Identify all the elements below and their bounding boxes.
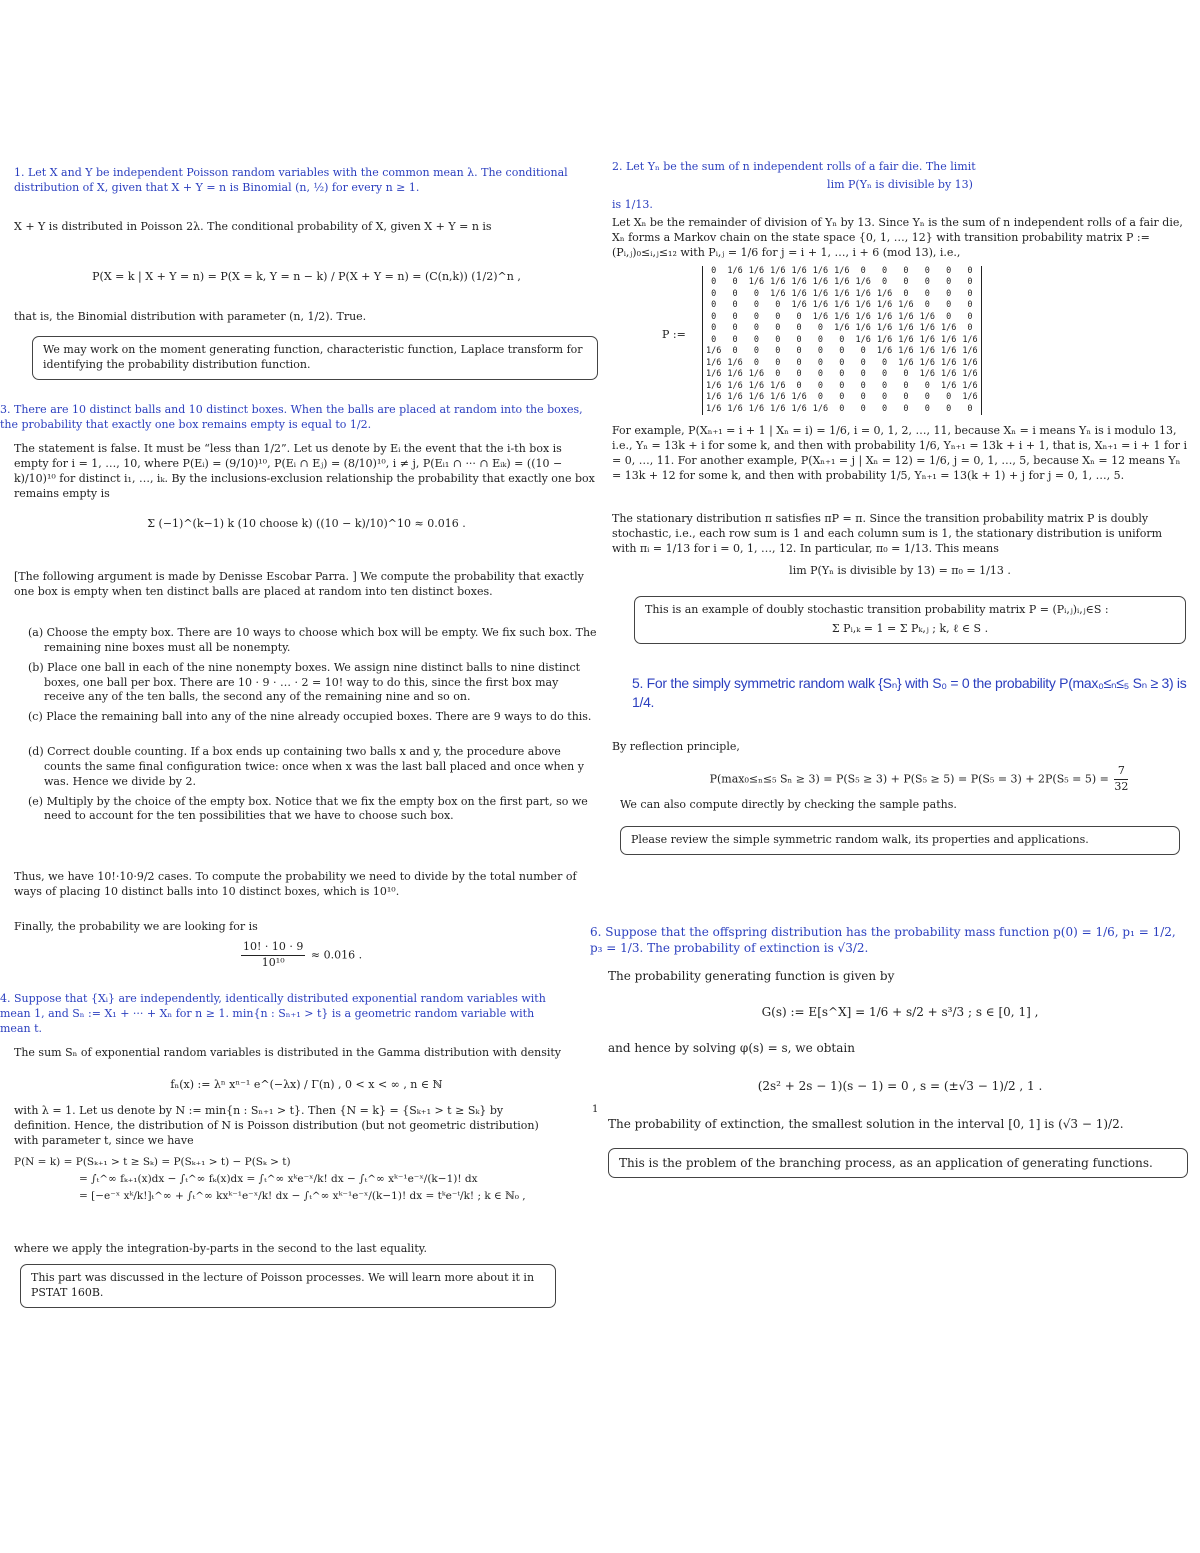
matrix-cell: 0 (860, 266, 866, 276)
step-e: (e) Multiply by the choice of the empty box. Notice that we fix the empty box on the first part, so we need to account for the ten possibilities that we have to choose such box. (28, 794, 588, 823)
matrix-cell: 1/6 (727, 266, 743, 276)
matrix-cell: 0 (860, 380, 866, 391)
problem-2-limit-result: lim P(Yₙ is divisible by 13) = π₀ = 1/13 . (789, 564, 1011, 577)
matrix-cell: 0 (946, 277, 952, 288)
matrix-cell: 0 (796, 369, 802, 380)
problem-6-para3: The probability of extinction, the smallest solution in the interval [0, 1] is (√3 − 1)/2. (608, 1117, 1124, 1131)
matrix-cell: 0 (881, 266, 888, 276)
matrix-cell: 1/6 (919, 311, 935, 322)
matrix-cell: 1/6 (940, 334, 957, 345)
matrix-cell: 1/6 (898, 346, 914, 357)
matrix-cell: 0 (924, 403, 930, 414)
matrix-cell: 0 (753, 357, 759, 368)
problem-1-note: We may work on the moment generating function, characteristic function, Laplace transform for identifying the probability distribution function. (32, 336, 598, 380)
problem-3-final (239, 940, 539, 971)
matrix-cell: 1/6 (748, 380, 765, 391)
matrix-cell: 1/6 (791, 392, 807, 403)
problem-2-para2: For example, P(Xₙ₊₁ = i + 1 | Xₙ = i) = 1/6, i = 0, 1, 2, …, 11, because Xₙ = i means Yₙ is i modulo 13, i.e., Yₙ = 13k + i for some k, and then with probability 1/6, Yₙ₊₁ = 13k + i + 1, that is, Xₙ₊₁ = i + 1 for i = 0, …, 11. For another example, P(Xₙ₊₁ = j | Xₙ = 12) = 1/6, j = 0, 1, …, 5, because Xₙ = 12 means Yₙ = 13k + 12 for some k, and then with probability 1/5, Yₙ₊₁ = 13(k + 1) + j for j = 0, 1, …, 5. (612, 424, 1187, 482)
matrix-cell: 0 (775, 311, 781, 322)
matrix-cell: 0 (796, 323, 802, 334)
matrix-cell: 1/6 (706, 357, 722, 368)
matrix-cell: 1/6 (812, 277, 829, 288)
matrix-cell: 1/6 (706, 403, 722, 414)
problem-3-para3: Thus, we have 10!·10·9/2 cases. To compute the probability we need to divide by the total number of ways of placing 10 distinct balls into 10 distinct boxes, which is 10¹⁰. (14, 870, 577, 898)
matrix-cell: 1/6 (748, 392, 765, 403)
matrix-cell: 0 (924, 380, 930, 391)
matrix-cell: 0 (903, 288, 909, 299)
final-numerator: 10! · 10 · 9 (241, 940, 305, 956)
matrix-cell: 0 (903, 392, 909, 403)
matrix-cell: 1/6 (940, 346, 957, 357)
problem-5-para2: We can also compute directly by checking the sample paths. (620, 798, 957, 811)
matrix-cell: 0 (732, 346, 738, 357)
matrix-row (703, 335, 982, 346)
problem-2-para1: Let Xₙ be the remainder of division of Yₙ by 13. Since Yₙ is the sum of n independent rolls of a fair die, Xₙ forms a Markov chain on the state space {0, 1, …, 12} with transition probability matrix P := (Pᵢ,ⱼ)₀≤ᵢ,ⱼ≤₁₂ with Pᵢ,ⱼ = 1/6 for j = i + 1, …, i + 6 (mod 13), i.e., (612, 216, 1183, 259)
problem-4-para3: where we apply the integration-by-parts in the second to the last equality. (14, 1242, 427, 1255)
matrix-row (703, 404, 982, 415)
matrix-cell: 1/6 (855, 323, 871, 334)
matrix-cell: 1/6 (812, 300, 829, 311)
problem-6-roots: (2s² + 2s − 1)(s − 1) = 0 , s = (±√3 − 1)/2 , 1 . (757, 1079, 1043, 1093)
matrix-cell: 1/6 (919, 346, 935, 357)
result-denominator: 32 (1114, 779, 1129, 793)
page-number: 1 (592, 1104, 599, 1115)
matrix-cell: 1/6 (940, 369, 957, 380)
problem-3-para2: [The following argument is made by Denisse Escobar Parra. ] We compute the probability that exactly one box is empty when ten distinct balls are placed at random into ten distinct boxes. (14, 570, 584, 598)
matrix-cell: 1/6 (791, 403, 807, 414)
matrix-row (703, 312, 982, 323)
matrix-cell: 0 (881, 403, 888, 414)
matrix-row (703, 381, 982, 392)
matrix-cell: 0 (924, 392, 930, 403)
matrix-cell: 1/6 (812, 288, 829, 299)
matrix-cell: 1/6 (876, 323, 893, 334)
problem-6-para1: The probability generating function is given by (608, 969, 895, 983)
matrix-cell: 1/6 (876, 288, 893, 299)
formula-text: P(max₀≤ₙ≤₅ Sₙ ≥ 3) = P(S₅ ≥ 3) + P(S₅ ≥ 5) = P(S₅ = 3) + 2P(S₅ = 5) = (709, 772, 1109, 786)
matrix-cell: 1/6 (940, 357, 957, 368)
problem-3-para1: The statement is false. It must be “less than 1/2”. Let us denote by Eᵢ the event that the i-th box is empty for i = 1, …, 10, where P(Eᵢ) = (9/10)¹⁰, P(Eᵢ ∩ Eⱼ) = (8/10)¹⁰, i ≠ j, P(Eᵢ₁ ∩ ··· ∩ Eᵢₖ) = ((10 − k)/10)¹⁰ for distinct i₁, …, iₖ. By the inclusions-exclusion relationship the probability that exactly one box remains empty is (14, 442, 595, 500)
matrix-cell: 0 (903, 266, 909, 276)
matrix-cell: 0 (732, 323, 738, 334)
matrix-cell: 1/6 (855, 300, 871, 311)
problem-5-note: Please review the simple symmetric random walk, its properties and applications. (620, 826, 1180, 855)
problem-2-question-end: is 1/13. (612, 198, 653, 211)
matrix-cell: 0 (817, 392, 824, 403)
matrix-cell: 0 (753, 346, 759, 357)
step-a: (a) Choose the empty box. There are 10 ways to choose which box will be empty. We fix such box. The remaining nine boxes must all be nonempty. (28, 626, 597, 654)
result-numerator: 7 (1114, 764, 1128, 780)
matrix-cell: 0 (817, 380, 824, 391)
matrix-cell: 1/6 (834, 288, 850, 299)
problem-6-note: This is the problem of the branching process, as an application of generating functions. (608, 1148, 1188, 1178)
matrix-cell: 0 (967, 323, 973, 334)
matrix-cell: 0 (711, 266, 717, 276)
matrix-cell: 0 (775, 369, 781, 380)
matrix-cell: 1/6 (962, 334, 978, 345)
matrix-cell: 0 (946, 311, 952, 322)
matrix-cell: 0 (860, 346, 866, 357)
matrix-cell: 1/6 (770, 266, 786, 276)
matrix-cell: 1/6 (770, 288, 786, 299)
matrix-row (703, 346, 982, 357)
matrix-cell: 1/6 (812, 266, 829, 276)
matrix-cell: 0 (753, 323, 759, 334)
matrix-cell: 0 (903, 380, 909, 391)
matrix-row (703, 392, 982, 403)
problem-4-para2: with λ = 1. Let us denote by N := min{n : Sₙ₊₁ > t}. Then {N = k} = {Sₖ₊₁ > t ≥ Sₖ} by definition. Hence, the distribution of N is Poisson distribution (but not geometric distribution) with parameter t, since we have (14, 1104, 539, 1147)
result-fraction (1114, 764, 1128, 795)
matrix-cell: 0 (881, 357, 888, 368)
matrix-cell: 0 (711, 277, 717, 288)
problem-2-note (634, 596, 1186, 644)
matrix-cell: 1/6 (876, 300, 893, 311)
matrix-cell: 0 (903, 403, 909, 414)
matrix-cell: 1/6 (727, 369, 743, 380)
matrix-cell: 1/6 (919, 334, 935, 345)
matrix-cell: 0 (732, 334, 738, 345)
problem-3-question: 3. There are 10 distinct balls and 10 distinct boxes. When the balls are placed at random into the boxes, the probability that exactly one box remains empty is equal to 1/2. (0, 403, 583, 431)
matrix-cell: 0 (775, 357, 781, 368)
matrix-cell: 0 (775, 323, 781, 334)
matrix-cell: 0 (839, 392, 845, 403)
matrix-cell: 0 (711, 323, 717, 334)
matrix-cell: 0 (796, 334, 802, 345)
matrix-cell: 1/6 (706, 346, 722, 357)
matrix-row (703, 266, 982, 277)
matrix-cell: 0 (967, 266, 973, 276)
matrix-cell: 1/6 (791, 266, 807, 276)
matrix-cell: 0 (732, 311, 738, 322)
problem-4-derivation (14, 1154, 559, 1204)
matrix-row (703, 289, 982, 300)
matrix-row (703, 323, 982, 334)
matrix-cell: 1/6 (855, 311, 871, 322)
matrix-cell: 0 (860, 403, 866, 414)
problem-5-question: 5. For the simply symmetric random walk {Sₙ} with S₀ = 0 the probability P(max₀≤ₙ≤₅ Sₙ ≥ 3) is 1/4. (632, 675, 1187, 710)
matrix-cell: 1/6 (812, 311, 829, 322)
matrix-cell: 0 (753, 334, 759, 345)
matrix-cell: 1/6 (855, 334, 871, 345)
final-fraction (241, 940, 305, 971)
matrix-cell: 1/6 (898, 300, 914, 311)
matrix-cell: 1/6 (834, 300, 850, 311)
matrix-cell: 1/6 (834, 266, 850, 276)
matrix-cell: 0 (732, 277, 738, 288)
matrix-cell: 0 (881, 392, 888, 403)
matrix-cell: 0 (775, 334, 781, 345)
matrix-cell: 0 (775, 346, 781, 357)
matrix-cell: 0 (817, 357, 824, 368)
matrix-cell: 1/6 (919, 357, 935, 368)
problem-5-formula (632, 764, 1200, 795)
matrix-row (703, 358, 982, 369)
matrix-row (703, 369, 982, 380)
matrix-cell: 1/6 (898, 357, 914, 368)
matrix-cell: 1/6 (706, 369, 722, 380)
matrix-cell: 1/6 (962, 357, 978, 368)
matrix-cell: 0 (839, 334, 845, 345)
matrix-cell: 1/6 (812, 403, 829, 414)
matrix-cell: 0 (796, 346, 802, 357)
matrix-cell: 1/6 (770, 403, 786, 414)
matrix-cell: 0 (839, 380, 845, 391)
matrix-cell: 0 (817, 323, 824, 334)
problem-5-para1: By reflection principle, (612, 740, 740, 753)
matrix-cell: 0 (946, 300, 952, 311)
matrix-cell: 0 (881, 277, 888, 288)
matrix-cell: 0 (775, 300, 781, 311)
matrix-cell: 0 (946, 403, 952, 414)
matrix-cell: 0 (881, 369, 888, 380)
matrix-label: P := (662, 328, 686, 341)
matrix-cell: 0 (817, 369, 824, 380)
problem-1-question: 1. Let X and Y be independent Poisson random variables with the common mean λ. The conditional distribution of X, given that X + Y = n is Binomial (n, ½) for every n ≥ 1. (14, 166, 568, 194)
matrix-cell: 0 (711, 334, 717, 345)
matrix-cell: 1/6 (876, 311, 893, 322)
matrix-cell: 0 (881, 380, 888, 391)
matrix-cell: 1/6 (834, 277, 850, 288)
matrix-cell: 0 (946, 266, 952, 276)
matrix-cell: 1/6 (748, 403, 765, 414)
matrix-cell: 0 (711, 300, 717, 311)
matrix-cell: 0 (967, 277, 973, 288)
matrix-cell: 0 (753, 288, 759, 299)
matrix-cell: 1/6 (727, 403, 743, 414)
matrix-cell: 0 (903, 277, 909, 288)
matrix-cell: 1/6 (727, 380, 743, 391)
matrix-cell: 0 (860, 369, 866, 380)
problem-6-para2: and hence by solving φ(s) = s, we obtain (608, 1041, 855, 1055)
matrix-cell: 1/6 (876, 346, 893, 357)
derivation-line-3: = [−e⁻ˣ xᵏ/k!]ₜ^∞ + ∫ₜ^∞ kxᵏ⁻¹e⁻ˣ/k! dx − ∫ₜ^∞ xᵏ⁻¹e⁻ˣ/(k−1)! dx = tᵏe⁻ᵗ/k! ; k ∈ ℕ₀ , (79, 1189, 526, 1202)
problem-4-question: 4. Suppose that {Xᵢ} are independently, identically distributed exponential random variables with mean 1, and Sₙ := X₁ + ··· + Xₙ for n ≥ 1. min{n : Sₙ₊₁ > t} is a geometric random variable with mean t. (0, 992, 546, 1035)
matrix-cell: 0 (860, 392, 866, 403)
problem-4-note: This part was discussed in the lecture of Poisson processes. We will learn more about it in PSTAT 160B. (20, 1264, 556, 1308)
matrix-cell: 0 (924, 300, 930, 311)
matrix-cell: 0 (753, 300, 759, 311)
matrix-cell: 1/6 (962, 369, 978, 380)
problem-3-para4: Finally, the probability we are looking for is (14, 920, 258, 933)
matrix-table (702, 266, 982, 415)
problem-1-para1: X + Y is distributed in Poisson 2λ. The conditional probability of X, given X + Y = n is (14, 220, 492, 233)
matrix-cell: 0 (946, 392, 952, 403)
matrix-cell: 0 (796, 311, 802, 322)
matrix-cell: 1/6 (855, 277, 871, 288)
matrix-cell: 1/6 (940, 380, 957, 391)
problem-2-limit: lim P(Yₙ is divisible by 13) (827, 178, 973, 191)
matrix-cell: 1/6 (770, 380, 786, 391)
matrix-cell: 0 (967, 288, 973, 299)
problem-1-conclusion: that is, the Binomial distribution with parameter (n, 1/2). True. (14, 310, 367, 323)
matrix-cell: 1/6 (940, 323, 957, 334)
matrix-row (703, 300, 982, 311)
matrix-cell: 0 (924, 288, 930, 299)
matrix-cell: 1/6 (834, 311, 850, 322)
matrix-cell: 1/6 (748, 266, 765, 276)
note-text: This is an example of doubly stochastic transition probability matrix P = (Pᵢ,ⱼ)ᵢ,ⱼ∈S : (645, 603, 1109, 616)
matrix-cell: 1/6 (898, 323, 914, 334)
matrix-cell: 1/6 (855, 288, 871, 299)
matrix-cell: 0 (817, 334, 824, 345)
matrix-cell: 0 (732, 300, 738, 311)
matrix-cell: 0 (753, 311, 759, 322)
matrix-cell: 1/6 (962, 380, 978, 391)
matrix-cell: 1/6 (748, 369, 765, 380)
step-b: (b) Place one ball in each of the nine nonempty boxes. We assign nine distinct balls to nine distinct boxes, one ball per box. There are 10 · 9 · … · 2 = 10! way to do this, since the first box may receive any of the ten balls, the second any of the remaining nine and so on. (28, 660, 581, 704)
matrix-cell: 0 (839, 346, 845, 357)
matrix-cell: 1/6 (706, 392, 722, 403)
problem-4-para1: The sum Sₙ of exponential random variables is distributed in the Gamma distribution with density (14, 1046, 562, 1059)
matrix-cell: 0 (967, 300, 973, 311)
problem-1-formula: P(X = k | X + Y = n) = P(X = k, Y = n − k) / P(X + Y = n) = (C(n,k)) (1/2)^n , (92, 270, 521, 283)
matrix-cell: 0 (711, 311, 717, 322)
matrix-cell: 0 (839, 403, 845, 414)
step-c: (c) Place the remaining ball into any of the nine already occupied boxes. There are 9 ways to do this. (28, 710, 592, 724)
matrix-cell: 1/6 (706, 380, 722, 391)
matrix-cell: 1/6 (770, 277, 786, 288)
matrix-cell: 0 (711, 288, 717, 299)
final-value: ≈ 0.016 . (310, 948, 363, 962)
final-denominator: 10¹⁰ (261, 955, 285, 969)
problem-2-para3: The stationary distribution π satisfies πP = π. Since the transition probability matrix P is doubly stochastic, i.e., each row sum is 1 and each column sum is 1, the stationary distribution is uniform with πᵢ = 1/13 for i = 0, 1, …, 12. In particular, π₀ = 1/13. This means (612, 512, 1163, 555)
matrix-cell: 1/6 (834, 323, 850, 334)
problem-3-steps (22, 626, 599, 824)
matrix-cell: 0 (924, 277, 930, 288)
matrix-cell: 1/6 (919, 323, 935, 334)
problem-6-pgf: G(s) := E[s^X] = 1/6 + s/2 + s³/3 ; s ∈ [0, 1] , (761, 1005, 1039, 1019)
matrix-cell: 1/6 (898, 334, 914, 345)
matrix-cell: 1/6 (770, 392, 786, 403)
matrix-cell: 1/6 (727, 357, 743, 368)
matrix-cell: 0 (967, 403, 973, 414)
matrix-cell: 1/6 (791, 300, 807, 311)
matrix-cell: 1/6 (962, 392, 978, 403)
matrix-cell: 0 (796, 380, 802, 391)
matrix-cell: 1/6 (727, 392, 743, 403)
matrix-cell: 0 (796, 357, 802, 368)
note-formula: Σ Pᵢ,ₖ = 1 = Σ Pₖ,ⱼ ; k, ℓ ∈ S . (831, 621, 989, 635)
matrix-cell: 0 (903, 369, 909, 380)
matrix-cell: 1/6 (791, 277, 807, 288)
derivation-line-1: P(N = k) = P(Sₖ₊₁ > t ≥ Sₖ) = P(Sₖ₊₁ > t) − P(Sₖ > t) (14, 1156, 291, 1168)
matrix-cell: 1/6 (919, 369, 935, 380)
matrix-cell: 1/6 (791, 288, 807, 299)
matrix-cell: 1/6 (898, 311, 914, 322)
matrix-cell: 0 (732, 288, 738, 299)
matrix-cell: 1/6 (962, 346, 978, 357)
matrix-cell: 0 (946, 288, 952, 299)
matrix-cell: 0 (860, 357, 866, 368)
matrix-cell: 0 (839, 369, 845, 380)
derivation-line-2: = ∫ₜ^∞ fₖ₊₁(x)dx − ∫ₜ^∞ fₖ(x)dx = ∫ₜ^∞ xᵏe⁻ˣ/k! dx − ∫ₜ^∞ xᵏ⁻¹e⁻ˣ/(k−1)! dx (79, 1172, 478, 1185)
problem-4-density: fₙ(x) := λⁿ xⁿ⁻¹ e^(−λx) / Γ(n) , 0 < x < ∞ , n ∈ ℕ (170, 1078, 443, 1091)
matrix-row (703, 277, 982, 288)
matrix-cell: 1/6 (748, 277, 765, 288)
matrix-cell: 1/6 (876, 334, 893, 345)
matrix-cell: 0 (817, 346, 824, 357)
problem-2-question: 2. Let Yₙ be the sum of n independent rolls of a fair die. The limit (612, 160, 976, 173)
matrix-cell: 0 (924, 266, 930, 276)
problem-6-question: 6. Suppose that the offspring distribution has the probability mass function p(0) = 1/6, p₁ = 1/2, p₃ = 1/3. The probability of extinction is √3/2. (590, 925, 1176, 956)
matrix-cell: 0 (967, 311, 973, 322)
problem-3-formula: Σ (−1)^(k−1) k (10 choose k) ((10 − k)/10)^10 ≈ 0.016 . (147, 517, 466, 530)
matrix-cell: 0 (839, 357, 845, 368)
step-d: (d) Correct double counting. If a box ends up containing two balls x and y, the procedure above counts the same final configuration twice: once when x was the last ball placed and once when y was. Hence we divide by 2. (28, 745, 584, 788)
